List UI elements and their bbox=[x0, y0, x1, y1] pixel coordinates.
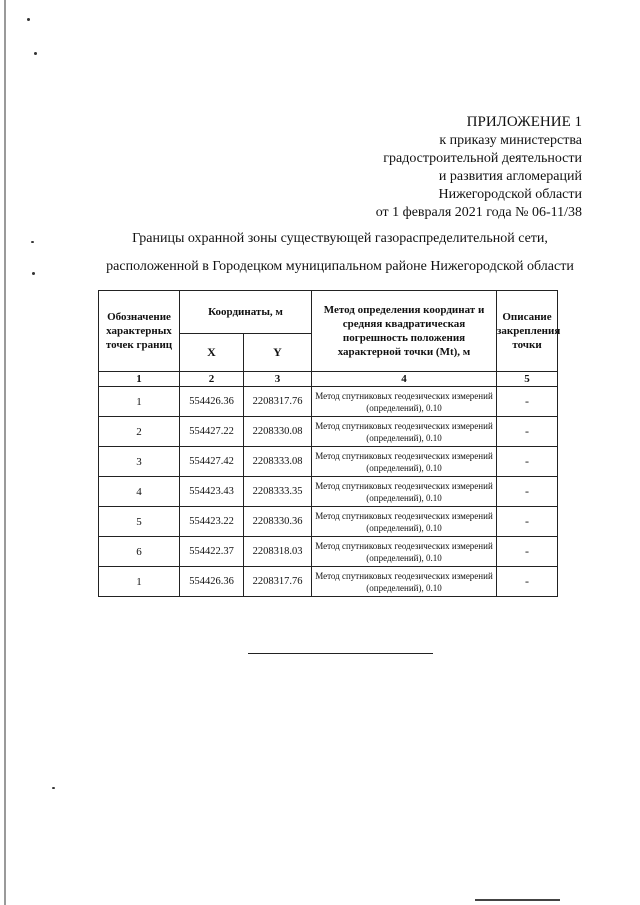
x-cell: 554427.22 bbox=[180, 417, 244, 447]
appendix-header bbox=[282, 113, 582, 222]
scan-speck bbox=[31, 241, 34, 243]
description-cell: - bbox=[497, 417, 558, 447]
method-cell: Метод спутниковых геодезических измерений (определений), 0.10 bbox=[312, 567, 497, 597]
method-cell: Метод спутниковых геодезических измерений (определений), 0.10 bbox=[312, 447, 497, 477]
method-cell: Метод спутниковых геодезических измерений (определений), 0.10 bbox=[312, 507, 497, 537]
table-row bbox=[99, 477, 558, 507]
appendix-line: градостроительной деятельности bbox=[383, 151, 582, 166]
method-cell: Метод спутниковых геодезических измерений (определений), 0.10 bbox=[312, 417, 497, 447]
method-cell: Метод спутниковых геодезических измерений (определений), 0.10 bbox=[312, 387, 497, 417]
table-row bbox=[99, 447, 558, 477]
appendix-line: к приказу министерства bbox=[439, 133, 582, 148]
scan-speck bbox=[27, 18, 30, 21]
x-cell: 554422.37 bbox=[180, 537, 244, 567]
y-cell: 2208318.03 bbox=[244, 537, 312, 567]
appendix-line: и развития агломераций bbox=[438, 169, 582, 184]
y-cell: 2208330.08 bbox=[244, 417, 312, 447]
column-number: 3 bbox=[244, 372, 312, 387]
y-cell: 2208333.35 bbox=[244, 477, 312, 507]
y-cell: 2208317.76 bbox=[244, 567, 312, 597]
document-title bbox=[70, 225, 610, 281]
method-cell: Метод спутниковых геодезических измерений (определений), 0.10 bbox=[312, 477, 497, 507]
appendix-title: ПРИЛОЖЕНИЕ 1 bbox=[466, 114, 582, 130]
document-title-line-1: Границы охранной зоны существующей газораспределительной сети, bbox=[132, 231, 548, 246]
document-title-line-2: расположенной в Городецком муниципальном районе Нижегородской области bbox=[106, 259, 574, 274]
corner-divider-line bbox=[475, 899, 560, 901]
scan-speck bbox=[32, 272, 35, 275]
table-row bbox=[99, 507, 558, 537]
header-x: X bbox=[180, 334, 244, 372]
description-cell: - bbox=[497, 507, 558, 537]
end-divider-line bbox=[248, 653, 433, 654]
table-row bbox=[99, 537, 558, 567]
column-number: 1 bbox=[99, 372, 180, 387]
header-description: Описание закрепления точки bbox=[497, 291, 558, 372]
coordinates-table bbox=[98, 290, 561, 597]
header-coordinates: Координаты, м bbox=[180, 291, 312, 334]
description-cell: - bbox=[497, 387, 558, 417]
table-row bbox=[99, 567, 558, 597]
appendix-line: Нижегородской области bbox=[438, 187, 582, 202]
point-cell: 3 bbox=[99, 447, 180, 477]
point-cell: 1 bbox=[99, 387, 180, 417]
description-cell: - bbox=[497, 567, 558, 597]
description-cell: - bbox=[497, 537, 558, 567]
header-point: Обозначение характерных точек границ bbox=[99, 291, 180, 372]
header-y: Y bbox=[244, 334, 312, 372]
x-cell: 554423.43 bbox=[180, 477, 244, 507]
table-row bbox=[99, 417, 558, 447]
appendix-line: от 1 февраля 2021 года № 06-11/38 bbox=[375, 205, 582, 220]
table-row bbox=[99, 387, 558, 417]
x-cell: 554426.36 bbox=[180, 567, 244, 597]
x-cell: 554423.22 bbox=[180, 507, 244, 537]
scan-speck bbox=[52, 787, 55, 789]
header-method: Метод определения координат и средняя квадратическая погрешность положения характерной точки (Mt), м bbox=[312, 291, 497, 372]
y-cell: 2208333.08 bbox=[244, 447, 312, 477]
scan-speck bbox=[34, 52, 37, 55]
point-cell: 4 bbox=[99, 477, 180, 507]
column-number: 4 bbox=[312, 372, 497, 387]
method-cell: Метод спутниковых геодезических измерений (определений), 0.10 bbox=[312, 537, 497, 567]
y-cell: 2208330.36 bbox=[244, 507, 312, 537]
scan-edge-line bbox=[4, 0, 6, 905]
point-cell: 5 bbox=[99, 507, 180, 537]
description-cell: - bbox=[497, 447, 558, 477]
column-number: 5 bbox=[497, 372, 558, 387]
point-cell: 6 bbox=[99, 537, 180, 567]
x-cell: 554426.36 bbox=[180, 387, 244, 417]
column-number: 2 bbox=[180, 372, 244, 387]
point-cell: 2 bbox=[99, 417, 180, 447]
y-cell: 2208317.76 bbox=[244, 387, 312, 417]
point-cell: 1 bbox=[99, 567, 180, 597]
x-cell: 554427.42 bbox=[180, 447, 244, 477]
description-cell: - bbox=[497, 477, 558, 507]
